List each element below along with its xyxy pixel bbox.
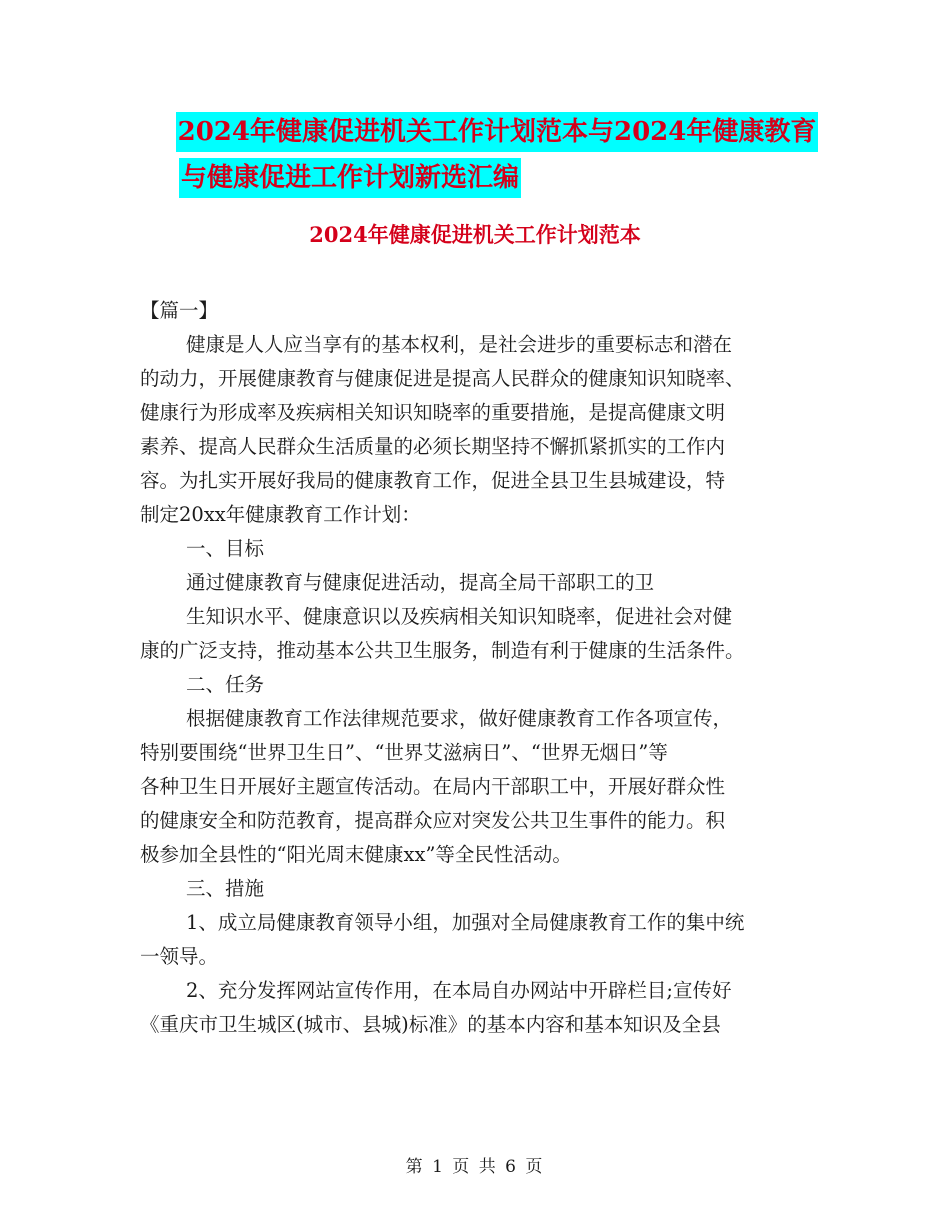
paragraph-line: 《重庆市卫生城区(城市、县城)标准》的基本内容和基本知识及全县 — [140, 1013, 721, 1036]
title-line-2: 与健康促进工作计划新选汇编 — [179, 158, 521, 198]
document-title — [0, 112, 950, 204]
section-subtitle: 2024年健康促进机关工作计划范本 — [309, 222, 641, 247]
paragraph-line: 特别要围绕“世界卫生日”、“世界艾滋病日”、“世界无烟日”等 — [140, 741, 668, 764]
paragraph-line: 生知识水平、健康意识以及疾病相关知识知晓率，促进社会对健 — [186, 605, 733, 628]
paragraph-line: 的动力，开展健康教育与健康促进是提高人民群众的健康知识知晓率、 — [140, 367, 745, 390]
page-footer: 第 1 页 共 6 页 — [405, 1157, 545, 1177]
paragraph-line: 容。为扎实开展好我局的健康教育工作，促进全县卫生县城建设，特 — [140, 469, 726, 492]
paragraph-line: 1、成立局健康教育领导小组，加强对全局健康教育工作的集中统 — [186, 911, 745, 934]
paragraph-line: 三、措施 — [186, 877, 265, 900]
paragraph-line: 健康是人人应当享有的基本权利，是社会进步的重要标志和潜在 — [186, 333, 733, 356]
paragraph-line: 制定20xx年健康教育工作计划： — [140, 503, 421, 526]
paragraph-line: 的健康安全和防范教育，提高群众应对突发公共卫生事件的能力。积 — [140, 809, 726, 832]
paragraph-line: 极参加全县性的“阳光周末健康xx”等全民性活动。 — [140, 843, 572, 866]
paragraph-line: 各种卫生日开展好主题宣传活动。在局内干部职工中，开展好群众性 — [140, 775, 726, 798]
paragraph-line: 根据健康教育工作法律规范要求，做好健康教育工作各项宣传， — [186, 707, 733, 730]
title-line-1: 2024年健康促进机关工作计划范本与2024年健康教育 — [176, 112, 819, 152]
paragraph-line: 一、目标 — [186, 537, 265, 560]
paragraph-line: 通过健康教育与健康促进活动，提高全局干部职工的卫 — [186, 571, 655, 594]
paragraph-line: 2、充分发挥网站宣传作用，在本局自办网站中开辟栏目;宣传好 — [186, 979, 732, 1002]
paragraph-line: 素养、提高人民群众生活质量的必须长期坚持不懈抓紧抓实的工作内 — [140, 435, 726, 458]
paragraph-line: 健康行为形成率及疾病相关知识知晓率的重要措施，是提高健康文明 — [140, 401, 726, 424]
paragraph-line: 康的广泛支持，推动基本公共卫生服务，制造有利于健康的生活条件。 — [140, 639, 745, 662]
paragraph-line: 【篇一】 — [140, 299, 219, 322]
paragraph-line: 一领导。 — [140, 945, 219, 968]
paragraph-line: 二、任务 — [186, 673, 265, 696]
body-text — [140, 294, 820, 1042]
